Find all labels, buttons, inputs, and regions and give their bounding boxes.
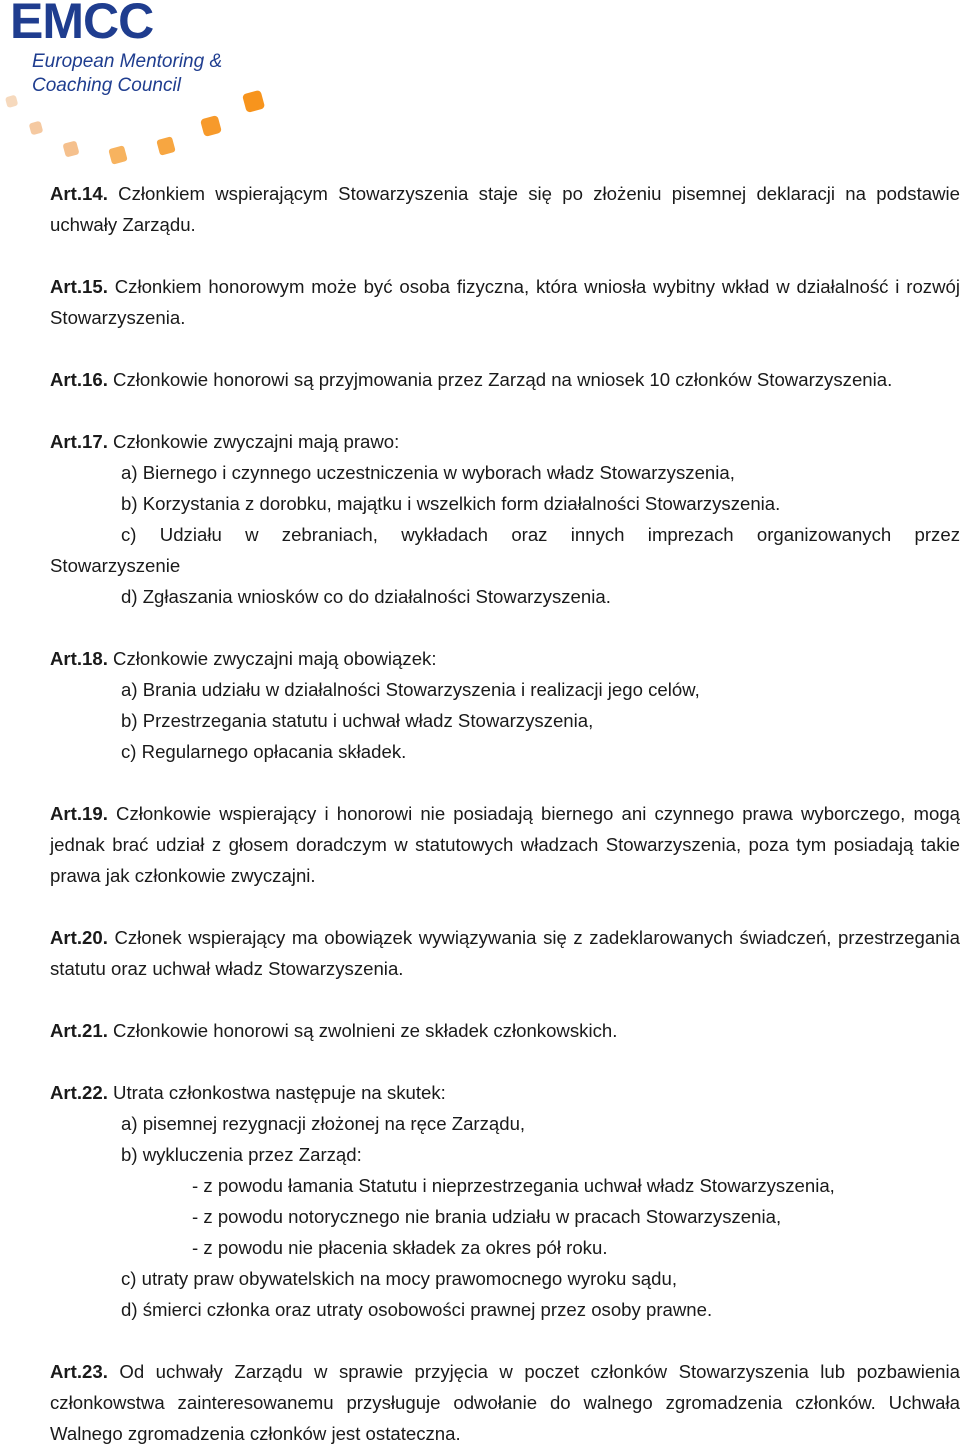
article-text: Członkowie zwyczajni mają obowiązek:	[113, 648, 437, 669]
list-item: b) Korzystania z dorobku, majątku i wszelkich form działalności Stowarzyszenia.	[121, 493, 781, 514]
sub-list-item: - z powodu notorycznego nie brania udziału w pracach Stowarzyszenia,	[192, 1206, 782, 1227]
list-item: b) Przestrzegania statutu i uchwał władz Stowarzyszenia,	[121, 710, 594, 731]
article-text: Członkiem wspierającym Stowarzyszenia staje się po złożeniu pisemnej deklaracji na podstawie uchwały Zarządu.	[50, 183, 960, 235]
article-19	[50, 798, 960, 891]
list-item: b) wykluczenia przez Zarząd:	[121, 1144, 362, 1165]
article-text: Członkowie wspierający i honorowi nie posiadają biernego ani czynnego prawa wyborczego, mogą jednak brać udział z głosem doradczym w statutowych władzach Stowarzyszenia, poza tym posiadają takie prawa jak członkowie zwyczajni.	[50, 803, 960, 886]
article-text: Członkowie zwyczajni mają prawo:	[113, 431, 400, 452]
list-item: a) Biernego i czynnego uczestniczenia w wyborach władz Stowarzyszenia,	[121, 462, 735, 483]
logo-wordmark: EMCC	[10, 0, 154, 49]
article-16	[50, 364, 960, 395]
list-item: a) pisemnej rezygnacji złożonej na ręce Zarządu,	[121, 1113, 526, 1134]
sub-list-item: - z powodu łamania Statutu i nieprzestrzegania uchwał władz Stowarzyszenia,	[192, 1175, 835, 1196]
logo-subtitle-line2: Coaching Council	[32, 75, 181, 96]
article-text: Członkowie honorowi są przyjmowania przez Zarząd na wniosek 10 członków Stowarzyszenia.	[113, 369, 893, 390]
sub-list-item: - z powodu nie płacenia składek za okres pół roku.	[192, 1237, 608, 1258]
article-label: Art.19.	[50, 803, 108, 824]
article-label: Art.17.	[50, 431, 108, 452]
article-label: Art.23.	[50, 1361, 108, 1382]
article-label: Art.21.	[50, 1020, 108, 1041]
article-15	[50, 271, 960, 333]
article-21	[50, 1015, 960, 1046]
article-label: Art.15.	[50, 276, 108, 297]
list-item: d) śmierci członka oraz utraty osobowości prawnej przez osoby prawne.	[121, 1299, 713, 1320]
article-label: Art.18.	[50, 648, 108, 669]
list-item: a) Brania udziału w działalności Stowarzyszenia i realizacji jego celów,	[121, 679, 700, 700]
article-text: Członkowie honorowi są zwolnieni ze składek członkowskich.	[113, 1020, 618, 1041]
article-22	[50, 1077, 960, 1108]
article-17	[50, 426, 960, 457]
article-label: Art.16.	[50, 369, 108, 390]
article-label: Art.20.	[50, 927, 108, 948]
logo-subtitle-line1: European Mentoring &	[32, 51, 223, 72]
article-text: Utrata członkostwa następuje na skutek:	[113, 1082, 446, 1103]
article-text: Członkiem honorowym może być osoba fizyczna, która wniosła wybitny wkład w działalność i rozwój Stowarzyszenia.	[50, 276, 960, 328]
article-18	[50, 643, 960, 674]
list-item-continuation: Stowarzyszenie	[50, 555, 181, 576]
list-item: c) Udziału w zebraniach, wykładach oraz innych imprezach organizowanych przez	[121, 524, 960, 545]
article-text: Członek wspierający ma obowiązek wywiązywania się z zadeklarowanych świadczeń, przestrzegania statutu oraz uchwał władz Stowarzyszenia.	[50, 927, 960, 979]
article-text: Od uchwały Zarządu w sprawie przyjęcia w poczet członków Stowarzyszenia lub pozbawienia członkowstwa zainteresowanemu przysługuje odwołanie do walnego zgromadzenia członków. Uchwała Walnego zgromadzenia członków jest ostateczna.	[50, 1361, 960, 1444]
logo-dots-icon	[0, 0, 300, 170]
article-label: Art.14.	[50, 183, 108, 204]
list-item: c) Regularnego opłacania składek.	[121, 741, 407, 762]
article-23	[50, 1356, 960, 1449]
emcc-logo	[0, 0, 300, 170]
list-item: d) Zgłaszania wniosków co do działalności Stowarzyszenia.	[121, 586, 611, 607]
article-20	[50, 922, 960, 984]
article-14	[50, 178, 960, 240]
statute-text	[50, 178, 960, 1449]
article-label: Art.22.	[50, 1082, 108, 1103]
list-item: c) utraty praw obywatelskich na mocy prawomocnego wyroku sądu,	[121, 1268, 677, 1289]
